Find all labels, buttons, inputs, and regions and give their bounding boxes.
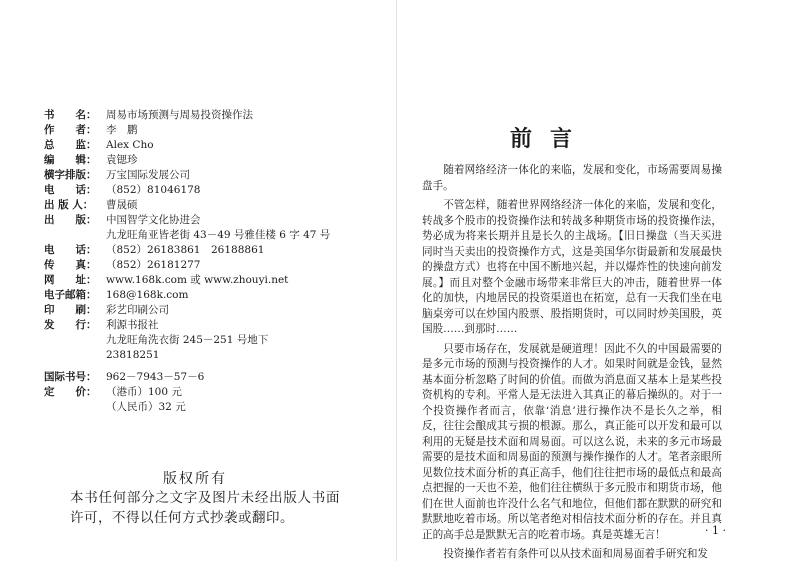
preface-paragraph-3: 只要市场存在，发展就是硬道理！因此不久的中国最需要的是多元市场的预测与投资操作的人才。如果时间就是金钱，显然基本面分析忽略了时间的价值。而做为消息面又基本上是某些投资机构的专利。平常人是无法进入其真正的幕后操纵的。对于一个投资操作者而言，依靠‘消息’进行操作决不是长久之举，相反，往往会酿成其亏损的根源。那么，真正能可以开发和最可以利用的无疑是技术面和周易面。可以这么说，未来的多元市场最需要的是技术面和周易面的预测与操作操作的人才。笔者亲眼所见数位技术面分析的真正高手，他们往往把市场的最低点和最高点把握的一天也不差，他们往往横纵于多元股市和期货市场，他们在世人面前也许没什么名气和地位，但他们都在默默的研究和默默地吃着市场。所以笔者绝对相信技术面分析的存在。并且真正的高手总是默默无言的吃着市场。真是英雄无言！ — [422, 342, 722, 541]
colophon-row-distributor-phone — [44, 348, 384, 363]
colophon-row-email — [44, 288, 384, 303]
printer-value: 彩艺印刷公司 — [106, 304, 169, 316]
page-gutter — [396, 0, 397, 561]
editor-label: 编 辑： — [44, 154, 97, 166]
author-value: 李 鹏 — [106, 124, 138, 136]
colophon-row-publisher-org — [44, 213, 384, 228]
distributor-value: 利源书报社 — [106, 319, 159, 331]
preface-body — [422, 163, 722, 563]
publisher-label: 出 版 人： — [44, 199, 94, 211]
colophon-row-publisher-address — [44, 228, 384, 243]
colophon-row-printer — [44, 303, 384, 318]
typesetting-value: 万宝国际发展公司 — [106, 169, 190, 181]
fax-value: （852）26181277 — [106, 259, 201, 271]
preface-page — [400, 0, 793, 561]
title-label: 书 名： — [44, 109, 97, 121]
email-label: 电子邮箱： — [44, 289, 97, 301]
publisher-org-value: 中国智学文化协进会 — [106, 214, 201, 226]
colophon-row-typesetting — [44, 168, 384, 183]
price-label: 定 价： — [44, 386, 97, 398]
copyright-notice: 本书任何部分之文字及图片未经出版人书面许可，不得以任何方式抄袭或翻印。 — [70, 490, 340, 526]
preface-paragraph-2: 不管怎样，随着世界网络经济一体化的来临，发展和变化，转战多个股市的投资操作法和转战多种期货市场的投资操作法，势必成为将来长期并且是长久的主战场。【旧日操盘（当天买进同时当天卖出的投资操作方式，这是美国华尔街最新和发展最快的操盘方式）也将在中国不断地兴起，并以爆炸性的快速向前发展。】而且对整个金融市场带来非常巨大的冲击，随着世界一体化的加快，内地居民的投资渠道也在拓宽，总有一天我们坐在电脑桌旁可以在炒国内股票、股指期货时，可以同时炒美国股，英国股……到那时…… — [422, 199, 722, 335]
copyright-title: 版权所有 — [163, 471, 227, 487]
distributor-phone: 23818251 — [106, 349, 160, 361]
preface-paragraph-1: 随着网络经济一体化的来临，发展和变化，市场需要周易操盘手。 — [422, 164, 722, 192]
colophon-row-phone1 — [44, 183, 384, 198]
isbn-label: 国际书号： — [44, 371, 97, 383]
colophon-row-fax — [44, 258, 384, 273]
price-rmb: （人民币）32 元 — [106, 401, 186, 413]
distributor-address: 九龙旺角洗衣街 245－251 号地下 — [106, 334, 269, 346]
distributor-label: 发 行： — [44, 319, 97, 331]
isbn-value: 962－7943－57－6 — [106, 371, 205, 383]
supervisor-label: 总 监： — [44, 139, 97, 151]
colophon-row-distributor-address — [44, 333, 384, 348]
colophon-row-phone2 — [44, 243, 384, 258]
website-value: www.168k.com 或 www.zhouyi.net — [106, 274, 289, 286]
price-hkd: （港币）100 元 — [106, 386, 182, 398]
supervisor-value: Alex Cho — [106, 139, 154, 151]
typesetting-label: 横字排版： — [44, 169, 97, 181]
colophon-row-title — [44, 108, 384, 123]
colophon-row-price-rmb — [44, 400, 384, 415]
phone2-value: （852）26183861 26188861 — [106, 244, 265, 256]
colophon-row-price-hkd — [44, 385, 384, 400]
phone1-value: （852）81046178 — [106, 184, 201, 196]
colophon — [44, 108, 384, 415]
author-label: 作 者： — [44, 124, 97, 136]
printer-label: 印 刷： — [44, 304, 97, 316]
colophon-row-publisher — [44, 198, 384, 213]
phone1-label: 电 话： — [44, 184, 97, 196]
colophon-row-supervisor — [44, 138, 384, 153]
publisher-org-label: 出 版： — [44, 214, 97, 226]
fax-label: 传 真： — [44, 259, 97, 271]
page-number: · 1 · — [705, 524, 726, 537]
website-label: 网 址： — [44, 274, 97, 286]
title-value: 周易市场预测与周易投资操作法 — [106, 109, 253, 121]
publisher-address: 九龙旺角亚皆老街 43－49 号雅佳楼 6 字 47 号 — [106, 229, 331, 241]
colophon-row-website — [44, 273, 384, 288]
colophon-row-editor — [44, 153, 384, 168]
preface-title: 前言 — [510, 126, 591, 152]
preface-paragraph-4: 投资操作者若有条件可以从技术面和周易面着手研究和发 — [443, 548, 709, 560]
publisher-value: 曹晟硕 — [106, 199, 138, 211]
colophon-row-distributor — [44, 318, 384, 333]
colophon-row-isbn — [44, 370, 384, 385]
copyright-page — [0, 0, 390, 561]
colophon-row-author — [44, 123, 384, 138]
email-value: 168@168k.com — [106, 289, 189, 301]
phone2-label: 电 话： — [44, 244, 97, 256]
editor-value: 袁锶珍 — [106, 154, 138, 166]
